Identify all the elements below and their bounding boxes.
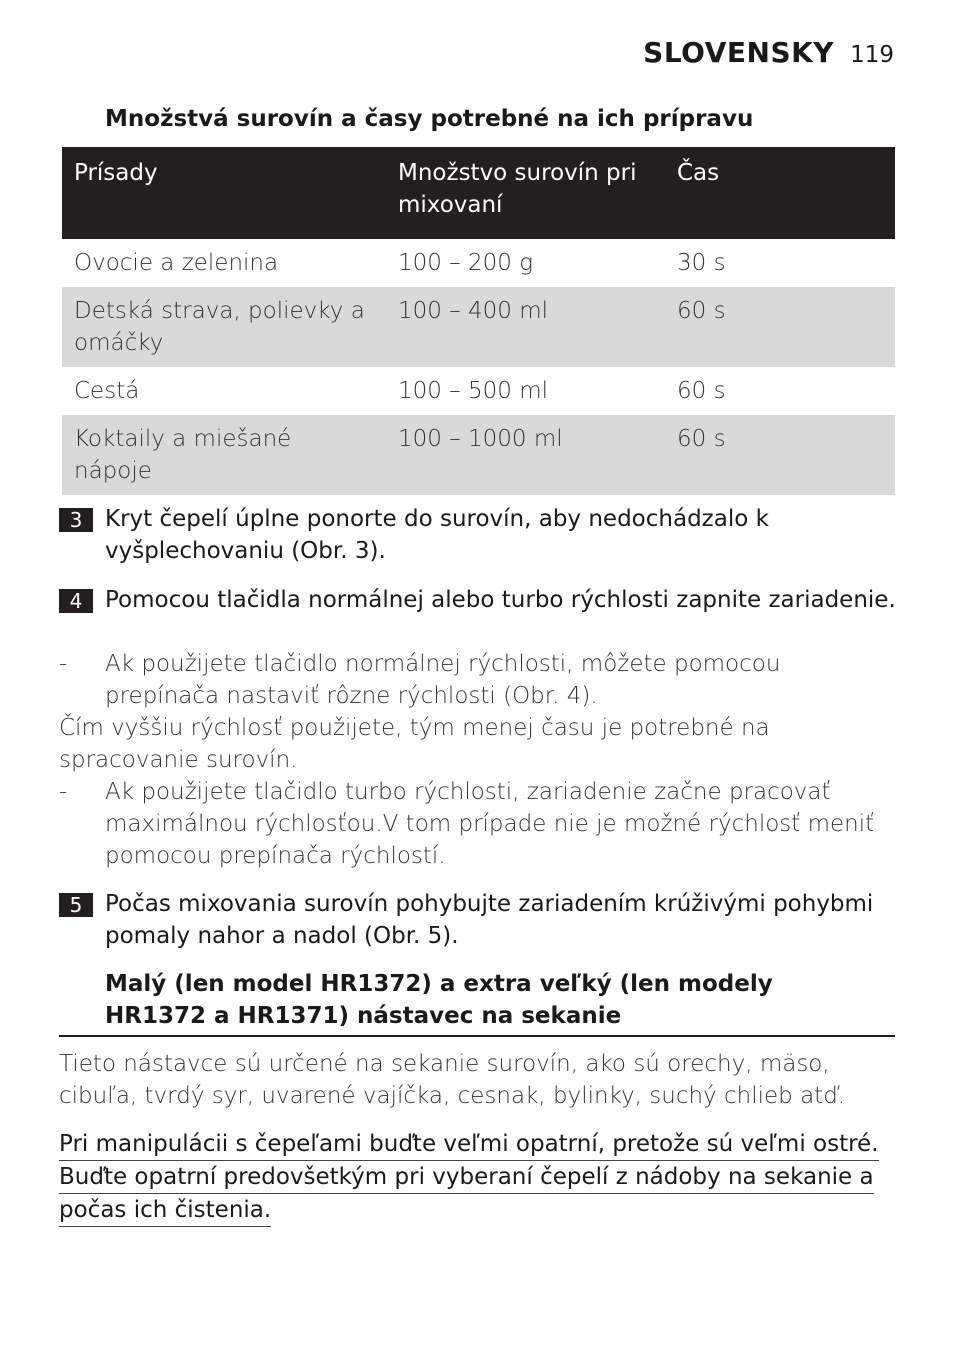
bullet-dash: - bbox=[59, 779, 68, 805]
column-header-quantity: Množstvo surovín pri mixovaní bbox=[386, 147, 665, 239]
table-cell: Detská strava, polievky a omáčky bbox=[62, 287, 386, 367]
section-heading-line: Malý (len model HR1372) a extra veľký (len modely bbox=[105, 971, 773, 997]
bullet-item bbox=[59, 648, 899, 712]
table-cell: 60 s bbox=[677, 378, 726, 404]
step-4 bbox=[59, 584, 899, 616]
table-cell: 60 s bbox=[665, 415, 895, 495]
step-3 bbox=[59, 503, 899, 567]
table-cell: 100 – 500 ml bbox=[398, 378, 549, 404]
step-5 bbox=[59, 888, 899, 952]
section-heading bbox=[105, 968, 773, 1032]
page-header bbox=[643, 36, 894, 69]
column-header-ingredients: Prísady bbox=[62, 147, 386, 239]
step-number-badge: 3 bbox=[59, 508, 93, 532]
table-cell: 100 – 400 ml bbox=[386, 287, 665, 367]
bullet-text: Ak použijete tlačidlo normálnej rýchlosti, môžete pomocou prepínača nastaviť rôzne rýchlosti (Obr. 4). bbox=[105, 651, 781, 709]
warning-text bbox=[59, 1128, 879, 1227]
step-number-badge: 4 bbox=[59, 589, 93, 613]
bullet-dash: - bbox=[59, 651, 68, 677]
table-cell: Ovocie a zelenina bbox=[74, 250, 279, 276]
warning-line: Buďte opatrní predovšetkým pri vyberaní čepelí z nádoby na sekanie a bbox=[59, 1161, 874, 1194]
table-row bbox=[62, 287, 895, 367]
table-cell: Koktaily a miešané nápoje bbox=[62, 415, 386, 495]
warning-line: počas ich čistenia. bbox=[59, 1194, 271, 1227]
table-cell: 100 – 1000 ml bbox=[386, 415, 665, 495]
step-text: Pomocou tlačidla normálnej alebo turbo rýchlosti zapnite zariadenie. bbox=[105, 587, 896, 613]
step-text: Kryt čepelí úplne ponorte do surovín, aby nedochádzalo k vyšplechovaniu (Obr. 3). bbox=[105, 506, 769, 564]
column-header-time: Čas bbox=[665, 147, 895, 239]
section-divider bbox=[59, 1035, 895, 1037]
table-title: Množstvá surovín a časy potrebné na ich prípravu bbox=[105, 106, 754, 132]
note-paragraph: Čím vyššiu rýchlosť použijete, tým menej času je potrebné na spracovanie surovín. bbox=[59, 715, 770, 773]
table-row bbox=[62, 415, 895, 495]
table-row bbox=[62, 239, 895, 287]
table-cell: 60 s bbox=[665, 287, 895, 367]
warning-line: Pri manipulácii s čepeľami buďte veľmi opatrní, pretože sú veľmi ostré. bbox=[59, 1128, 879, 1161]
table-cell: 100 – 200 g bbox=[398, 250, 534, 276]
section-body: Tieto nástavce sú určené na sekanie surovín, ako sú orechy, mäso, cibuľa, tvrdý syr, uvarené vajíčka, cesnak, bylinky, suchý chlieb atď. bbox=[59, 1051, 846, 1109]
step-number-badge: 5 bbox=[59, 893, 93, 917]
section-heading-line: HR1372 a HR1371) nástavec na sekanie bbox=[105, 1003, 622, 1029]
quantities-table bbox=[62, 147, 895, 495]
bullet-item bbox=[59, 776, 899, 872]
table-cell: 30 s bbox=[677, 250, 726, 276]
bullet-text: Ak použijete tlačidlo turbo rýchlosti, zariadenie začne pracovať maximálnou rýchlosťou.V tom prípade nie je možné rýchlosť meniť pomocou prepínača rýchlostí. bbox=[105, 779, 875, 869]
table-row bbox=[62, 367, 895, 415]
table-header-row bbox=[62, 147, 895, 239]
language-label: SLOVENSKY bbox=[643, 36, 835, 69]
page-number: 119 bbox=[850, 42, 894, 68]
step-text: Počas mixovania surovín pohybujte zariadením krúživými pohybmi pomaly nahor a nadol (Obr. 5). bbox=[105, 891, 874, 949]
table-cell: Cestá bbox=[74, 378, 140, 404]
